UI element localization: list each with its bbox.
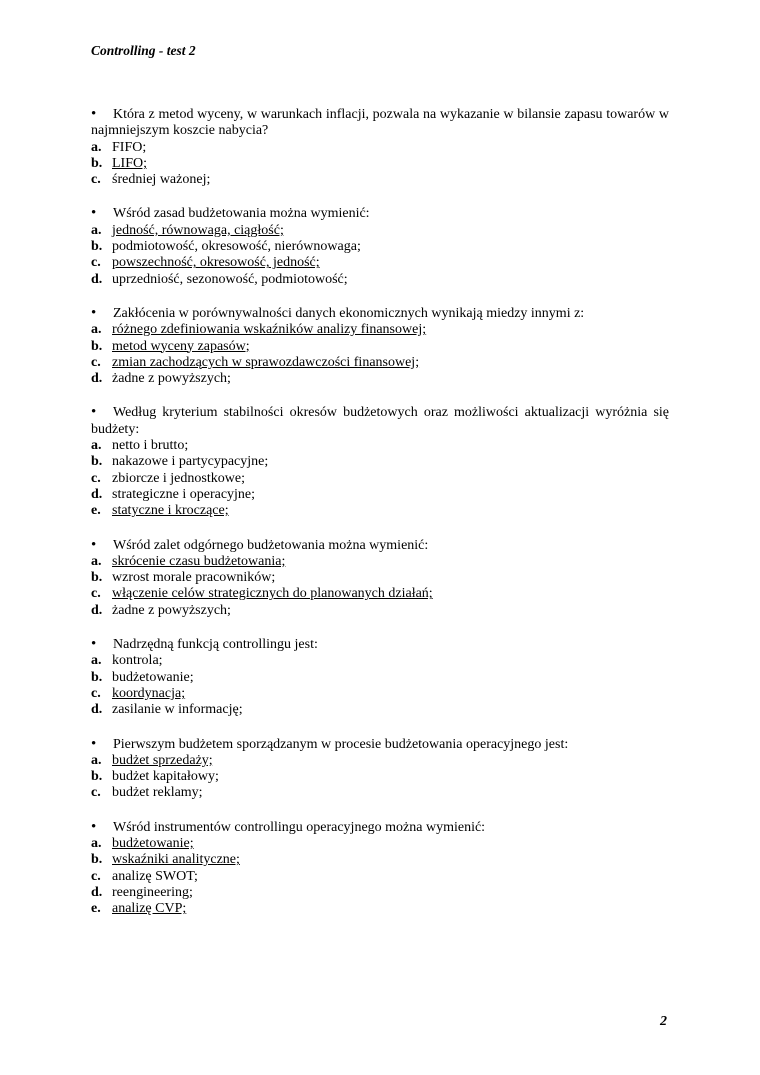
question xyxy=(91,305,669,387)
answer-option xyxy=(91,272,669,288)
page-header: Controlling - test 2 xyxy=(91,43,196,58)
page-number: 2 xyxy=(660,1014,667,1029)
answer-option xyxy=(91,653,669,669)
question-label: Pierwszym budżetem sporządzanym w procesie budżetowania operacyjnego jest: xyxy=(113,736,569,752)
option-text-correct: statyczne i kroczące; xyxy=(112,503,229,519)
option-letter: a. xyxy=(91,835,102,851)
option-letter: b. xyxy=(91,852,103,868)
question-text xyxy=(91,636,669,653)
answer-option xyxy=(91,603,669,619)
option-text: nakazowe i partycypacyjne; xyxy=(112,454,269,470)
answer-option xyxy=(91,670,669,686)
answer-option xyxy=(91,471,669,487)
option-letter: c. xyxy=(91,354,101,370)
option-text-correct: analizę CVP; xyxy=(112,901,187,917)
option-letter: a. xyxy=(91,322,102,338)
answer-option xyxy=(91,172,669,188)
answer-option xyxy=(91,885,669,901)
bullet-icon: • xyxy=(91,304,97,321)
option-letter: c. xyxy=(91,586,101,602)
question xyxy=(91,537,669,619)
option-letter: a. xyxy=(91,222,102,238)
question-text xyxy=(91,205,669,222)
option-text-correct: zmian zachodzących w sprawozdawczości finansowej; xyxy=(112,354,420,370)
option-text: żadne z powyższych; xyxy=(112,371,231,387)
answer-option xyxy=(91,702,669,718)
question-label: Która z metod wyceny, w warunkach inflacji, pozwala na wykazanie w bilansie zapasu towarów w najmniejszym koszcie nabycia? xyxy=(91,107,669,139)
answer-option xyxy=(91,901,669,917)
option-letter: d. xyxy=(91,884,103,900)
option-letter: c. xyxy=(91,172,101,188)
option-text: zbiorcze i jednostkowe; xyxy=(112,470,245,486)
option-text: analizę SWOT; xyxy=(112,868,198,884)
option-text: FIFO; xyxy=(112,139,147,155)
option-text: budżet kapitałowy; xyxy=(112,769,219,785)
answer-option xyxy=(91,836,669,852)
option-text: żadne z powyższych; xyxy=(112,602,231,618)
option-text: netto i brutto; xyxy=(112,438,189,454)
option-letter: e. xyxy=(91,503,101,519)
option-letter: a. xyxy=(91,752,102,768)
answer-option xyxy=(91,239,669,255)
option-letter: b. xyxy=(91,669,103,685)
option-text: uprzedniość, sezonowość, podmiotowość; xyxy=(112,271,348,287)
option-letter: a. xyxy=(91,438,102,454)
option-letter: a. xyxy=(91,139,102,155)
question-text xyxy=(91,736,669,753)
answer-option xyxy=(91,255,669,271)
answer-option xyxy=(91,586,669,602)
option-letter: c. xyxy=(91,785,101,801)
option-text-correct: powszechność, okresowość, jedność; xyxy=(112,255,320,271)
option-text: podmiotowość, okresowość, nierównowaga; xyxy=(112,239,361,255)
answer-option xyxy=(91,322,669,338)
option-text: budżetowanie; xyxy=(112,669,194,685)
answer-option xyxy=(91,454,669,470)
option-letter: b. xyxy=(91,155,103,171)
answer-option xyxy=(91,769,669,785)
option-text-correct: metod wyceny zapasów; xyxy=(112,338,250,354)
option-text-correct: koordynacja; xyxy=(112,685,186,701)
option-text-correct: skrócenie czasu budżetowania; xyxy=(112,553,286,569)
answer-option xyxy=(91,156,669,172)
option-letter: b. xyxy=(91,769,103,785)
option-letter: c. xyxy=(91,685,101,701)
option-text-correct: wskaźniki analityczne; xyxy=(112,852,240,868)
question xyxy=(91,636,669,718)
option-text: kontrola; xyxy=(112,653,163,669)
option-letter: d. xyxy=(91,602,103,618)
question xyxy=(91,404,669,519)
answer-option xyxy=(91,371,669,387)
bullet-icon: • xyxy=(91,404,97,421)
answer-option xyxy=(91,339,669,355)
option-text-correct: budżetowanie; xyxy=(112,835,194,851)
option-text-correct: różnego zdefiniowania wskaźników analizy finansowej; xyxy=(112,322,427,338)
option-text-correct: jedność, równowaga, ciągłość; xyxy=(112,222,284,238)
option-letter: d. xyxy=(91,486,103,502)
option-text-correct: LIFO; xyxy=(112,155,147,171)
answer-option xyxy=(91,785,669,801)
question-label: Wśród zasad budżetowania można wymienić: xyxy=(113,206,370,222)
question-label: Zakłócenia w porównywalności danych ekonomicznych wynikają miedzy innymi z: xyxy=(113,305,585,321)
option-text: wzrost morale pracowników; xyxy=(112,570,276,586)
answer-option xyxy=(91,503,669,519)
option-letter: b. xyxy=(91,454,103,470)
option-letter: b. xyxy=(91,338,103,354)
question-text xyxy=(91,106,669,140)
bullet-icon: • xyxy=(91,106,97,122)
question-label: Wśród zalet odgórnego budżetowania można wymienić: xyxy=(113,537,429,553)
question-text xyxy=(91,404,669,438)
answer-option xyxy=(91,869,669,885)
question xyxy=(91,205,669,287)
bullet-icon: • xyxy=(91,205,97,222)
question-label: Nadrzędną funkcją controllingu jest: xyxy=(113,637,318,653)
option-letter: a. xyxy=(91,653,102,669)
question xyxy=(91,819,669,918)
question-text xyxy=(91,537,669,554)
bullet-icon: • xyxy=(91,636,97,653)
answer-option xyxy=(91,686,669,702)
question-text xyxy=(91,305,669,322)
answer-option xyxy=(91,554,669,570)
bullet-icon: • xyxy=(91,735,97,752)
option-text-correct: budżet sprzedaży; xyxy=(112,752,213,768)
question-label: Według kryterium stabilności okresów budżetowych oraz możliwości aktualizacji wyróżnia się budżety: xyxy=(91,405,669,437)
answer-option xyxy=(91,223,669,239)
answer-option xyxy=(91,140,669,156)
question xyxy=(91,106,669,188)
option-letter: b. xyxy=(91,570,103,586)
option-letter: b. xyxy=(91,239,103,255)
question-list xyxy=(91,106,669,934)
option-text: reengineering; xyxy=(112,884,193,900)
option-text: strategiczne i operacyjne; xyxy=(112,486,256,502)
option-text: średniej ważonej; xyxy=(112,172,211,188)
answer-option xyxy=(91,570,669,586)
option-text: budżet reklamy; xyxy=(112,785,203,801)
answer-option xyxy=(91,355,669,371)
answer-option xyxy=(91,438,669,454)
answer-option xyxy=(91,852,669,868)
question xyxy=(91,736,669,802)
option-letter: d. xyxy=(91,271,103,287)
option-letter: c. xyxy=(91,470,101,486)
option-letter: a. xyxy=(91,553,102,569)
question-text xyxy=(91,819,669,836)
option-letter: d. xyxy=(91,702,103,718)
option-letter: c. xyxy=(91,255,101,271)
bullet-icon: • xyxy=(91,536,97,553)
option-text: zasilanie w informację; xyxy=(112,702,243,718)
option-text-correct: włączenie celów strategicznych do planowanych działań; xyxy=(112,586,433,602)
option-letter: d. xyxy=(91,371,103,387)
option-letter: e. xyxy=(91,901,101,917)
bullet-icon: • xyxy=(91,818,97,835)
option-letter: c. xyxy=(91,868,101,884)
question-label: Wśród instrumentów controllingu operacyjnego można wymienić: xyxy=(113,819,486,835)
answer-option xyxy=(91,487,669,503)
answer-option xyxy=(91,753,669,769)
